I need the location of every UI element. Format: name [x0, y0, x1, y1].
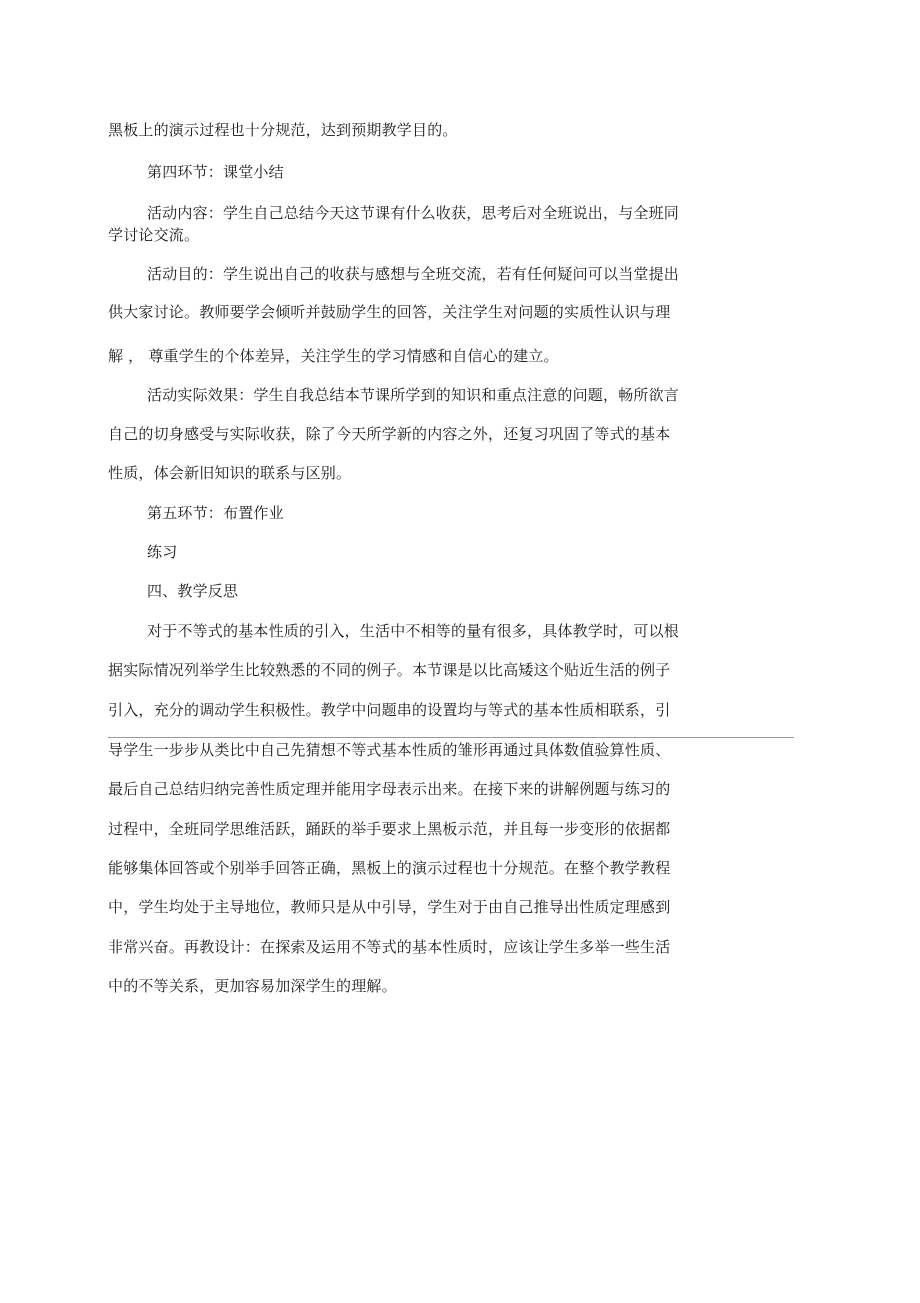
text-line: 中的不等关系，更加容易加深学生的理解。 [108, 977, 397, 995]
text-line: 黑板上的演示过程也十分规范，达到预期教学目的。 [108, 121, 458, 139]
text-line: 学讨论交流。 [108, 226, 200, 244]
text-line: 引入，充分的调动学生积极性。教学中问题串的设置均与等式的基本性质相联系，引 [108, 701, 671, 719]
text-line: 导学生一步步从类比中自己先猜想不等式基本性质的雏形再通过具体数值验算性质、 [108, 741, 671, 759]
text-line: 活动内容：学生自己总结今天这节课有什么收获，思考后对全班说出，与全班同 [147, 204, 680, 222]
text-line: 活动目的：学生说出自己的收获与感想与全班交流，若有任何疑问可以当堂提出 [147, 265, 680, 283]
text-line: 性质，体会新旧知识的联系与区别。 [108, 464, 352, 482]
text-line: 对于不等式的基本性质的引入，生活中不相等的量有很多，具体教学时，可以根 [147, 622, 680, 640]
text-line: 供大家讨论。教师要学会倾听并鼓励学生的回答，关注学生对问题的实质性认识与理 [108, 303, 671, 321]
divider-line [108, 737, 794, 738]
text-line: 能够集体回答或个别举手回答正确，黑板上的演示过程也十分规范。在整个教学教程 [108, 859, 671, 877]
text-line: 据实际情况列举学生比较熟悉的不同的例子。本节课是以比高矮这个贴近生活的例子 [108, 661, 671, 679]
text-line: 中，学生均处于主导地位，教师只是从中引导，学生对于由自己推导出性质定理感到 [108, 898, 671, 916]
text-line: 非常兴奋。再教设计：在探索及运用不等式的基本性质时，应该让学生多举一些生活 [108, 938, 671, 956]
text-line: 活动实际效果：学生自我总结本节课所学到的知识和重点注意的问题，畅所欲言 [147, 386, 680, 404]
text-line: 练习 [147, 543, 178, 561]
section-heading: 四、教学反思 [147, 582, 239, 600]
text-line: 最后自己总结归纳完善性质定理并能用字母表示出来。在接下来的讲解例题与练习的 [108, 780, 671, 798]
text-line: 自己的切身感受与实际收获，除了今天所学新的内容之外，还复习巩固了等式的基本 [108, 425, 671, 443]
section-heading: 第五环节：布置作业 [147, 504, 284, 522]
section-heading: 第四环节：课堂小结 [147, 163, 284, 181]
text-line: 过程中，全班同学思维活跃，踊跃的举手要求上黑板示范，并且每一步变形的依据都 [108, 820, 671, 838]
text-line: 解 ， 尊重学生的个体差异，关注学生的学习情感和自信心的建立。 [108, 347, 559, 365]
